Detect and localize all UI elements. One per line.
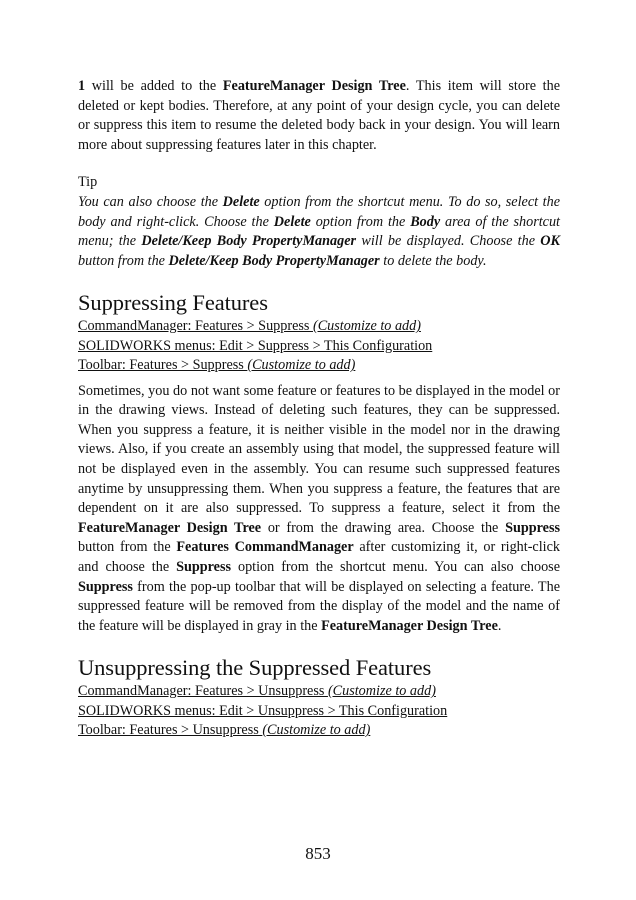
step-number: 1 — [78, 78, 86, 94]
tip-label: Tip — [78, 174, 98, 191]
page-content — [78, 77, 560, 741]
page-number: 853 — [305, 844, 331, 863]
suppress-command-paths — [78, 317, 560, 375]
suppress-toolbar-link[interactable]: Toolbar: Features > Suppress (Customize to add) — [78, 357, 356, 374]
suppress-menu-link[interactable]: SOLIDWORKS menus: Edit > Suppress > This Configuration — [78, 337, 433, 354]
featuremanager-term: FeatureManager Design Tree — [222, 78, 406, 94]
tip-body: You can also choose the Delete option from the shortcut menu. To do so, select the body and right-click. Choose the Delete option from the Body area of the shortcut menu; the Delete/Keep Body PropertyManager will be displayed. Choose the OK button from the Delete/Keep Body PropertyManager to delete the body. — [78, 193, 561, 269]
suppressing-heading: Suppressing Features — [78, 290, 268, 316]
suppress-body-paragraph: Sometimes, you do not want some feature or features to be displayed in the model or in the drawing views. Instead of deleting such features, they can be suppressed. When you suppress a feature, it is neither visible in the model nor in the drawing views. Also, if you create an assembly using that model, the suppressed feature will not be displayed even in the assembly. You can resume such suppressed features anytime by unsuppressing them. When you suppress a feature, the features that are dependent on it are also suppressed. To suppress a feature, select it from the FeatureManager Design Tree or from the drawing area. Choose the Suppress button from the Features CommandManager after customizing it, or right-click and choose the Suppress option from the shortcut menu. You can also choose Suppress from the pop-up toolbar that will be displayed on selecting a feature. The suppressed feature will be removed from the display of the model and the name of the feature will be displayed in gray in the FeatureManager Design Tree. — [78, 382, 561, 634]
unsuppressing-heading: Unsuppressing the Suppressed Features — [78, 655, 432, 681]
unsuppress-menu-link[interactable]: SOLIDWORKS menus: Edit > Unsuppress > This Configuration — [78, 702, 448, 719]
unsuppress-command-paths — [78, 682, 560, 740]
unsuppress-toolbar-link[interactable]: Toolbar: Features > Unsuppress (Customize to add) — [78, 722, 371, 739]
suppress-commandmanager-link[interactable]: CommandManager: Features > Suppress (Customize to add) — [78, 318, 421, 335]
intro-paragraph: 1 will be added to the FeatureManager Design Tree. This item will store the deleted or kept bodies. Therefore, at any point of your design cycle, you can delete or suppress this item to resume the deleted body back in your design. You will learn more about suppressing features later in this chapter. — [78, 78, 560, 153]
unsuppress-commandmanager-link[interactable]: CommandManager: Features > Unsuppress (Customize to add) — [78, 683, 436, 700]
